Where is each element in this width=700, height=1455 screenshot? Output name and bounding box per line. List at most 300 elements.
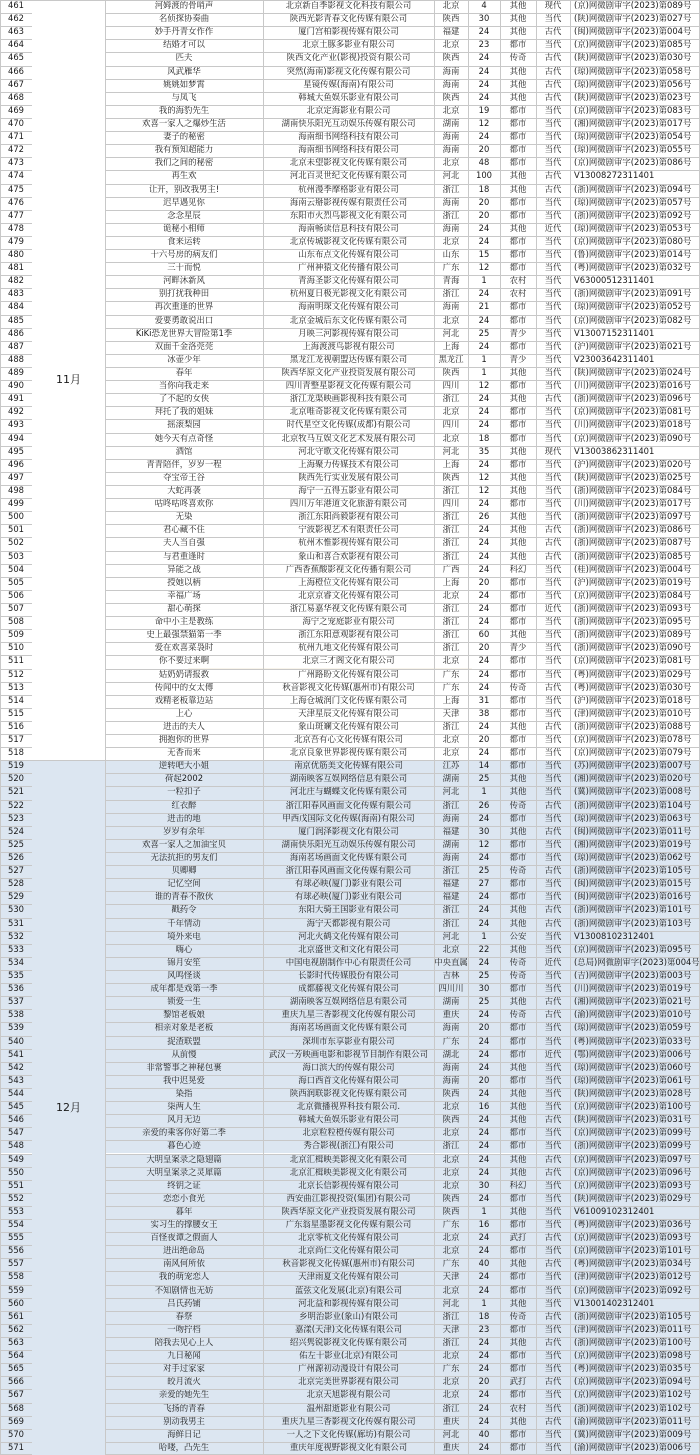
era-cell: 当代 xyxy=(544,157,562,168)
era-cell: 近代 xyxy=(544,602,562,613)
drama-title-cell: 进击的夫人 xyxy=(163,720,205,731)
era-cell: 古代 xyxy=(544,799,562,810)
license-number-cell: (冀)网微剧审字(2023)第009号 xyxy=(574,1428,692,1439)
province-cell: 河北 xyxy=(442,327,460,338)
genre-cell: 其他 xyxy=(509,222,527,233)
genre-cell: 其他 xyxy=(509,511,527,522)
drama-title-cell: 无法抗拒的男友们 xyxy=(150,852,218,863)
company-name-cell: 宁波影视艺术有限责任公司 xyxy=(298,524,399,535)
row-number-cell: 563 xyxy=(8,1337,24,1348)
era-cell: 当代 xyxy=(544,419,562,430)
genre-cell: 其他 xyxy=(509,537,527,548)
row-number-cell: 516 xyxy=(8,720,24,731)
license-number-cell: (浙)网微剧审字(2023)第085号 xyxy=(574,550,692,561)
license-number-cell: (川)网微剧审字(2023)第018号 xyxy=(574,419,692,430)
episodes-cell: 24 xyxy=(478,956,490,967)
license-number-cell: (浙)网微剧审字(2023)第096号 xyxy=(574,393,692,404)
row-number-cell: 548 xyxy=(8,1140,24,1151)
license-number-cell: (京)网微剧审字(2023)第078号 xyxy=(574,734,692,745)
license-number-cell: (京)网微剧审字(2023)第095号 xyxy=(574,943,692,954)
genre-cell: 青少 xyxy=(509,353,527,364)
era-cell: 当代 xyxy=(544,760,562,771)
drama-title-cell: 她今天有点奇怪 xyxy=(154,432,214,443)
row-number-cell: 466 xyxy=(8,65,24,76)
era-cell: 当代 xyxy=(544,970,562,980)
company-name-cell: 湖南快乐阳光互动娱乐传媒有限公司 xyxy=(281,838,416,849)
drama-title-cell: 爱要勇敢说出口 xyxy=(154,314,214,325)
drama-title-cell: 念念星辰 xyxy=(167,209,201,220)
genre-cell: 都市 xyxy=(509,196,527,207)
episodes-cell: 30 xyxy=(478,13,490,24)
drama-title-cell: 终钥之证 xyxy=(167,1179,201,1190)
episodes-cell: 26 xyxy=(478,511,490,522)
drama-title-cell: 夫人当自强 xyxy=(163,537,205,548)
license-number-cell: (琼)网微剧审字(2023)第063号 xyxy=(574,812,692,823)
row-number-cell: 501 xyxy=(8,524,24,535)
province-cell: 浙江 xyxy=(442,629,460,640)
row-number-cell: 469 xyxy=(8,104,24,115)
episodes-cell: 24 xyxy=(478,1048,490,1059)
drama-title-cell: 史上最强禁猫第一季 xyxy=(146,629,222,640)
company-name-cell: 河北益和影视传媒有限公司 xyxy=(298,1297,399,1308)
license-number-cell: (渝)网微剧审字(2023)第006号 xyxy=(574,1441,692,1452)
row-number-cell: 518 xyxy=(8,747,24,758)
episodes-cell: 12 xyxy=(478,485,490,495)
genre-cell: 都市 xyxy=(509,1389,527,1400)
drama-title-cell: 非常警事之神秘包裹 xyxy=(146,1061,222,1072)
era-cell: 当代 xyxy=(544,786,562,797)
drama-title-cell: 我的海豹先生 xyxy=(158,104,210,115)
company-name-cell: 上海橙位文化传媒有限公司 xyxy=(298,576,399,587)
drama-title-cell: 姑奶奶请报救 xyxy=(158,668,210,679)
company-name-cell: 北京完美世界影视有限公司 xyxy=(298,1376,399,1387)
company-name-cell: 杭州木惟影视传媒有限公司 xyxy=(298,537,399,548)
genre-cell: 都市 xyxy=(509,878,527,889)
drama-title-cell: 红衣醉 xyxy=(171,799,197,810)
row-number-cell: 493 xyxy=(8,419,24,430)
era-cell: 当代 xyxy=(544,943,562,954)
drama-title-cell: 匹夫 xyxy=(175,52,193,63)
row-number-cell: 520 xyxy=(8,773,24,784)
row-number-cell: 477 xyxy=(8,209,24,220)
province-cell: 浙江 xyxy=(442,1140,460,1151)
episodes-cell: 24 xyxy=(478,419,490,430)
province-cell: 浙江 xyxy=(442,393,460,404)
license-number-cell: (京)网微剧审字(2023)第079号 xyxy=(574,747,692,758)
row-number-cell: 538 xyxy=(8,1009,24,1020)
drama-title-cell: 戏精老板靠边站 xyxy=(154,694,214,705)
era-cell: 当代 xyxy=(544,275,562,286)
company-name-cell: 东阳市火烈鸟影视文化有限公司 xyxy=(289,209,408,220)
genre-cell: 都市 xyxy=(509,891,527,902)
province-cell: 海南 xyxy=(442,1061,460,1072)
province-cell: 北京 xyxy=(442,104,460,115)
genre-cell: 其他 xyxy=(509,471,527,482)
drama-title-cell: 拥抱你的世界 xyxy=(158,734,210,745)
drama-title-cell: 君心藏不住 xyxy=(163,524,205,535)
province-cell: 北京 xyxy=(442,1245,460,1256)
genre-cell: 武打 xyxy=(509,1232,527,1243)
era-cell: 古代 xyxy=(544,170,562,181)
province-cell: 河北 xyxy=(442,1428,460,1439)
drama-title-cell: 幸福广场 xyxy=(167,589,201,600)
row-number-cell: 483 xyxy=(8,288,24,299)
genre-cell: 都市 xyxy=(509,1219,527,1230)
license-number-cell: (粤)网微剧审字(2023)第035号 xyxy=(574,1363,692,1374)
license-number-cell: (陕)网微剧审字(2023)第029号 xyxy=(574,1192,692,1203)
era-cell: 当代 xyxy=(544,838,562,849)
province-cell: 广东 xyxy=(442,1219,460,1230)
drama-title-cell: 一粒扣子 xyxy=(167,786,201,797)
era-cell: 当代 xyxy=(544,39,562,50)
company-name-cell: 浙江龙渠映画影视科技有限公司 xyxy=(289,393,408,404)
province-cell: 北京 xyxy=(442,1284,460,1295)
license-number-cell: (川)网微剧审字(2023)第017号 xyxy=(574,498,692,509)
era-cell: 古代 xyxy=(544,91,562,102)
episodes-cell: 20 xyxy=(478,209,490,220)
license-number-cell: (浙)网微剧审字(2023)第088号 xyxy=(574,720,692,731)
genre-cell: 都市 xyxy=(509,340,527,351)
drama-title-cell: 黎馆老板娘 xyxy=(163,1009,205,1020)
episodes-cell: 24 xyxy=(478,563,490,574)
company-name-cell: 象山和喜合欢影视有限公司 xyxy=(298,550,399,561)
era-cell: 当代 xyxy=(544,983,562,994)
episodes-cell: 24 xyxy=(478,340,490,351)
province-cell: 北京 xyxy=(442,1232,460,1243)
era-cell: 当代 xyxy=(544,1245,562,1256)
era-cell: 古代 xyxy=(544,996,562,1007)
province-cell: 海南 xyxy=(442,301,460,312)
drama-title-cell: 成年都是戏第一季 xyxy=(150,983,218,994)
era-cell: 当代 xyxy=(544,878,562,889)
row-number-cell: 550 xyxy=(8,1166,24,1177)
era-cell: 古代 xyxy=(544,65,562,76)
row-number-cell: 552 xyxy=(8,1192,24,1203)
license-number-cell: (浙)网微剧审字(2023)第101号 xyxy=(574,904,692,915)
episodes-cell: 24 xyxy=(478,1363,490,1374)
era-cell: 当代 xyxy=(544,380,562,391)
episodes-cell: 24 xyxy=(478,602,490,613)
drama-title-cell: 了不起的女侠 xyxy=(158,393,210,404)
row-number-cell: 496 xyxy=(8,458,24,469)
province-cell: 陕西 xyxy=(442,91,460,102)
drama-title-cell: 大明皇案录之隐翅篇 xyxy=(146,1153,222,1164)
era-cell: 当代 xyxy=(544,458,562,469)
province-cell: 广东 xyxy=(442,1258,460,1269)
company-name-cell: 浙江易嘉华视文化传媒有限公司 xyxy=(289,602,408,613)
province-cell: 湖北 xyxy=(442,1048,460,1059)
era-cell: 当代 xyxy=(544,642,562,653)
row-number-cell: 480 xyxy=(8,249,24,260)
genre-cell: 其他 xyxy=(509,524,527,535)
episodes-cell: 24 xyxy=(478,1192,490,1203)
province-cell: 海南 xyxy=(442,144,460,155)
drama-title-cell: 柒两人生 xyxy=(167,1101,201,1112)
company-name-cell: 成都藤视文化传媒有限公司 xyxy=(298,983,399,994)
province-cell: 河北 xyxy=(442,930,460,941)
era-cell: 当代 xyxy=(544,1402,562,1413)
episodes-cell: 4 xyxy=(481,0,487,10)
drama-title-cell: 哈喽，凸先生 xyxy=(158,1441,210,1452)
province-cell: 四川 xyxy=(442,419,460,430)
province-cell: 北京 xyxy=(442,1179,460,1190)
license-number-cell: (川)网微剧审字(2023)第019号 xyxy=(574,983,692,994)
company-name-cell: 北京牧马互娱文化艺术发展有限公司 xyxy=(281,432,416,443)
episodes-cell: 24 xyxy=(478,524,490,535)
company-name-cell: 重庆九星三香影视文化传媒有限公司 xyxy=(281,1009,416,1020)
genre-cell: 其他 xyxy=(509,393,527,404)
row-number-cell: 484 xyxy=(8,301,24,312)
company-name-cell: 韩城大鱼娱乐影业有限公司 xyxy=(298,1114,399,1125)
company-name-cell: 湖南映客互娱网络信息有限公司 xyxy=(289,773,408,784)
genre-cell: 都市 xyxy=(509,157,527,168)
row-number-cell: 533 xyxy=(8,943,24,954)
drama-title-cell: 异能之战 xyxy=(167,563,201,574)
province-cell: 浙江 xyxy=(442,537,460,548)
row-number-cell: 545 xyxy=(8,1101,24,1112)
episodes-cell: 24 xyxy=(478,1402,490,1413)
genre-cell: 其他 xyxy=(509,26,527,37)
row-number-cell: 513 xyxy=(8,681,24,692)
license-number-cell: (粤)网微剧审字(2023)第034号 xyxy=(574,1258,692,1269)
row-number-cell: 502 xyxy=(8,537,24,548)
company-name-cell: 浙江东阳尚毅影视有限公司 xyxy=(298,511,399,522)
license-number-cell: (沪)网微剧审字(2023)第019号 xyxy=(574,576,692,587)
province-cell: 海南 xyxy=(442,65,460,76)
era-cell: 近代 xyxy=(544,1048,562,1059)
era-cell: 古代 xyxy=(544,1009,562,1020)
drama-title-cell: 飞扬的青春 xyxy=(163,1402,205,1413)
province-cell: 浙江 xyxy=(442,1402,460,1413)
episodes-cell: 24 xyxy=(478,91,490,102)
province-cell: 陕西 xyxy=(442,471,460,482)
company-name-cell: 北京传城影视文化传媒有限公司 xyxy=(289,235,408,246)
genre-cell: 都市 xyxy=(509,406,527,417)
genre-cell: 其他 xyxy=(509,91,527,102)
genre-cell: 传奇 xyxy=(509,681,527,692)
license-number-cell: (陕)网微剧审字(2023)第031号 xyxy=(574,1114,692,1125)
license-number-cell: (京)网微剧审字(2023)第100号 xyxy=(574,1101,692,1112)
row-number-cell: 463 xyxy=(8,26,24,37)
episodes-cell: 20 xyxy=(478,1376,490,1387)
row-number-cell: 541 xyxy=(8,1048,24,1059)
company-name-cell: 乡明治影业(象山)有限公司 xyxy=(299,1310,398,1321)
province-cell: 海南 xyxy=(442,196,460,207)
company-name-cell: 广州源初动漫设计有限公司 xyxy=(298,1363,399,1374)
episodes-cell: 24 xyxy=(478,1245,490,1256)
genre-cell: 其他 xyxy=(509,1258,527,1269)
drama-title-cell: 迟早遇见你 xyxy=(163,196,205,207)
company-name-cell: 北京长信影视传媒有限公司 xyxy=(298,1179,399,1190)
license-number-cell: V23003642311401 xyxy=(574,353,655,364)
drama-title-cell: 我们之间的秘密 xyxy=(154,157,214,168)
era-cell: 当代 xyxy=(544,1087,562,1098)
row-number-cell: 479 xyxy=(8,235,24,246)
company-name-cell: 韩城大鱼娱乐影业有限公司 xyxy=(298,91,399,102)
drama-title-cell: 吕氏药铺 xyxy=(167,1297,201,1308)
era-cell: 当代 xyxy=(544,852,562,863)
drama-title-cell: 暮色心迹 xyxy=(167,1140,201,1151)
province-cell: 北京 xyxy=(442,1166,460,1177)
province-cell: 北京 xyxy=(442,1389,460,1400)
province-cell: 中央直属 xyxy=(434,956,468,967)
province-cell: 重庆 xyxy=(442,1415,460,1426)
era-cell: 当代 xyxy=(544,301,562,312)
drama-title-cell: 别动我男主 xyxy=(163,1415,205,1426)
company-name-cell: 秋音影视文化传媒(惠州市)有限公司 xyxy=(282,681,415,692)
drama-title-cell: 再生欢 xyxy=(171,170,197,181)
episodes-cell: 24 xyxy=(478,65,490,76)
row-number-cell: 509 xyxy=(8,629,24,640)
license-number-cell: (京)网微剧审字(2023)第098号 xyxy=(574,1350,692,1361)
company-name-cell: 星镜传媒(海南)有限公司 xyxy=(303,78,394,89)
row-number-cell: 470 xyxy=(8,117,24,128)
license-number-cell: (浙)网微剧审字(2023)第100号 xyxy=(574,1337,692,1348)
row-number-cell: 569 xyxy=(8,1415,24,1426)
license-number-cell: (粤)网微剧审字(2023)第033号 xyxy=(574,1035,692,1046)
province-cell: 天津 xyxy=(442,1271,460,1282)
row-number-cell: 505 xyxy=(8,576,24,587)
era-cell: 近代 xyxy=(544,222,562,233)
episodes-cell: 35 xyxy=(478,445,490,456)
month-label: 11月 xyxy=(56,373,81,387)
episodes-cell: 30 xyxy=(478,1179,490,1190)
genre-cell: 其他 xyxy=(509,183,527,194)
episodes-cell: 19 xyxy=(478,104,490,115)
era-cell: 古代 xyxy=(544,917,562,928)
company-name-cell: 重庆九星三香影视文化传媒有限公司 xyxy=(281,1415,416,1426)
province-cell: 浙江 xyxy=(442,288,460,299)
row-number-cell: 558 xyxy=(8,1271,24,1282)
row-number-cell: 556 xyxy=(8,1245,24,1256)
era-cell: 古代 xyxy=(544,1166,562,1177)
era-cell: 当代 xyxy=(544,13,562,24)
era-cell: 当代 xyxy=(544,1101,562,1112)
era-cell: 当代 xyxy=(544,563,562,574)
genre-cell: 传奇 xyxy=(509,956,527,967)
province-cell: 福建 xyxy=(442,825,460,836)
company-name-cell: 海口滨大的传媒有限公司 xyxy=(302,1061,395,1072)
episodes-cell: 24 xyxy=(478,314,490,325)
drama-title-cell: 食来运转 xyxy=(167,235,201,246)
episodes-cell: 20 xyxy=(478,734,490,745)
genre-cell: 其他 xyxy=(509,1415,527,1426)
drama-title-cell: 捉渣联盟 xyxy=(167,1035,201,1046)
genre-cell: 都市 xyxy=(509,301,527,312)
genre-cell: 都市 xyxy=(509,314,527,325)
company-name-cell: 陕西先行实业发展有限公司 xyxy=(298,471,399,482)
drama-title-cell: 我的萌宠恋人 xyxy=(158,1271,210,1282)
drama-title-cell: 春年 xyxy=(175,367,193,378)
license-number-cell: (桂)网微剧审字(2023)第004号 xyxy=(574,563,692,574)
license-number-cell: (总局)网微剧审字(2023)第004号 xyxy=(574,956,700,967)
genre-cell: 都市 xyxy=(509,1192,527,1203)
era-cell: 现代 xyxy=(544,445,562,456)
era-cell: 当代 xyxy=(544,209,562,220)
license-number-cell: (浙)网微剧审字(2023)第084号 xyxy=(574,485,692,495)
drama-title-cell: KiKi恐龙世界大冒险第1季 xyxy=(135,327,233,338)
province-cell: 湖南 xyxy=(442,838,460,849)
province-cell: 北京 xyxy=(442,747,460,758)
episodes-cell: 20 xyxy=(478,144,490,155)
drama-title-cell: 恋恋小食光 xyxy=(163,1192,205,1203)
company-name-cell: 上海渡渡鸟影视有限公司 xyxy=(302,340,395,351)
license-number-cell: (沪)网微剧审字(2023)第021号 xyxy=(574,340,692,351)
episodes-cell: 30 xyxy=(478,825,490,836)
drama-title-cell: 咕咚咕咚喜欢你 xyxy=(154,498,214,509)
company-name-cell: 四川万年港道文化旅游有限公司 xyxy=(289,498,408,509)
company-name-cell: 上海聚力传媒技术有限公司 xyxy=(298,458,399,469)
province-cell: 广东 xyxy=(442,1363,460,1374)
license-number-cell: (浙)网微剧审字(2023)第095号 xyxy=(574,616,692,627)
era-cell: 当代 xyxy=(544,1074,562,1085)
episodes-cell: 1 xyxy=(481,930,487,941)
license-number-cell: (琼)网微剧审字(2023)第052号 xyxy=(574,301,692,312)
episodes-cell: 1 xyxy=(481,367,487,378)
company-name-cell: 厦门宫柏影视传媒有限公司 xyxy=(298,26,399,37)
row-number-cell: 540 xyxy=(8,1035,24,1046)
genre-cell: 其他 xyxy=(509,1061,527,1072)
company-name-cell: 浙江东阳意观影视有限公司 xyxy=(298,629,399,640)
company-name-cell: 天津雨夏文化传媒有限公司 xyxy=(298,1271,399,1282)
drama-title-cell: 拜托了我的姐妹 xyxy=(154,406,214,417)
episodes-cell: 12 xyxy=(478,117,490,128)
episodes-cell: 20 xyxy=(478,642,490,653)
company-name-cell: 陕西华原文化产业投资发展有限公司 xyxy=(281,1205,416,1216)
province-cell: 福建 xyxy=(442,891,460,902)
province-cell: 北京 xyxy=(442,432,460,443)
genre-cell: 其他 xyxy=(509,367,527,378)
era-cell: 当代 xyxy=(544,707,562,718)
episodes-cell: 24 xyxy=(478,681,490,692)
license-number-cell: (湘)网微剧审字(2023)第019号 xyxy=(574,838,692,849)
drama-title-cell: 让开，别改我男主! xyxy=(148,183,220,194)
episodes-cell: 24 xyxy=(478,131,490,142)
genre-cell: 传奇 xyxy=(509,970,527,980)
drama-title-cell: 大明皇案录之灵犀篇 xyxy=(146,1166,222,1177)
era-cell: 当代 xyxy=(544,1323,562,1334)
company-name-cell: 河北守歌文化传媒有限公司 xyxy=(298,445,399,456)
company-name-cell: 深圳市东享影业有限公司 xyxy=(302,1035,395,1046)
episodes-cell: 24 xyxy=(478,904,490,915)
genre-cell: 其他 xyxy=(509,1166,527,1177)
row-number-cell: 547 xyxy=(8,1127,24,1138)
episodes-cell: 20 xyxy=(478,196,490,207)
drama-title-cell: 结婚才可以 xyxy=(163,39,205,50)
episodes-cell: 1 xyxy=(481,353,487,364)
era-cell: 当代 xyxy=(544,1035,562,1046)
era-cell: 当代 xyxy=(544,353,562,364)
row-number-cell: 500 xyxy=(8,511,24,522)
row-number-cell: 565 xyxy=(8,1363,24,1374)
genre-cell: 都市 xyxy=(509,576,527,587)
row-number-cell: 472 xyxy=(8,144,24,155)
license-number-cell: V61009102312401 xyxy=(574,1205,655,1216)
genre-cell: 农村 xyxy=(509,1402,527,1413)
episodes-cell: 24 xyxy=(478,1337,490,1348)
province-cell: 青海 xyxy=(442,275,460,286)
license-number-cell: V13008102312401 xyxy=(574,930,655,941)
era-cell: 近代 xyxy=(544,956,562,967)
license-number-cell: (浙)网微剧审字(2023)第090号 xyxy=(574,642,692,653)
era-cell: 当代 xyxy=(544,629,562,640)
era-cell: 当代 xyxy=(544,1192,562,1203)
province-cell: 福建 xyxy=(442,26,460,37)
era-cell: 当代 xyxy=(544,1271,562,1282)
era-cell: 当代 xyxy=(544,1219,562,1230)
license-number-cell: (京)网微剧审字(2023)第101号 xyxy=(574,1245,692,1256)
era-cell: 当代 xyxy=(544,262,562,273)
